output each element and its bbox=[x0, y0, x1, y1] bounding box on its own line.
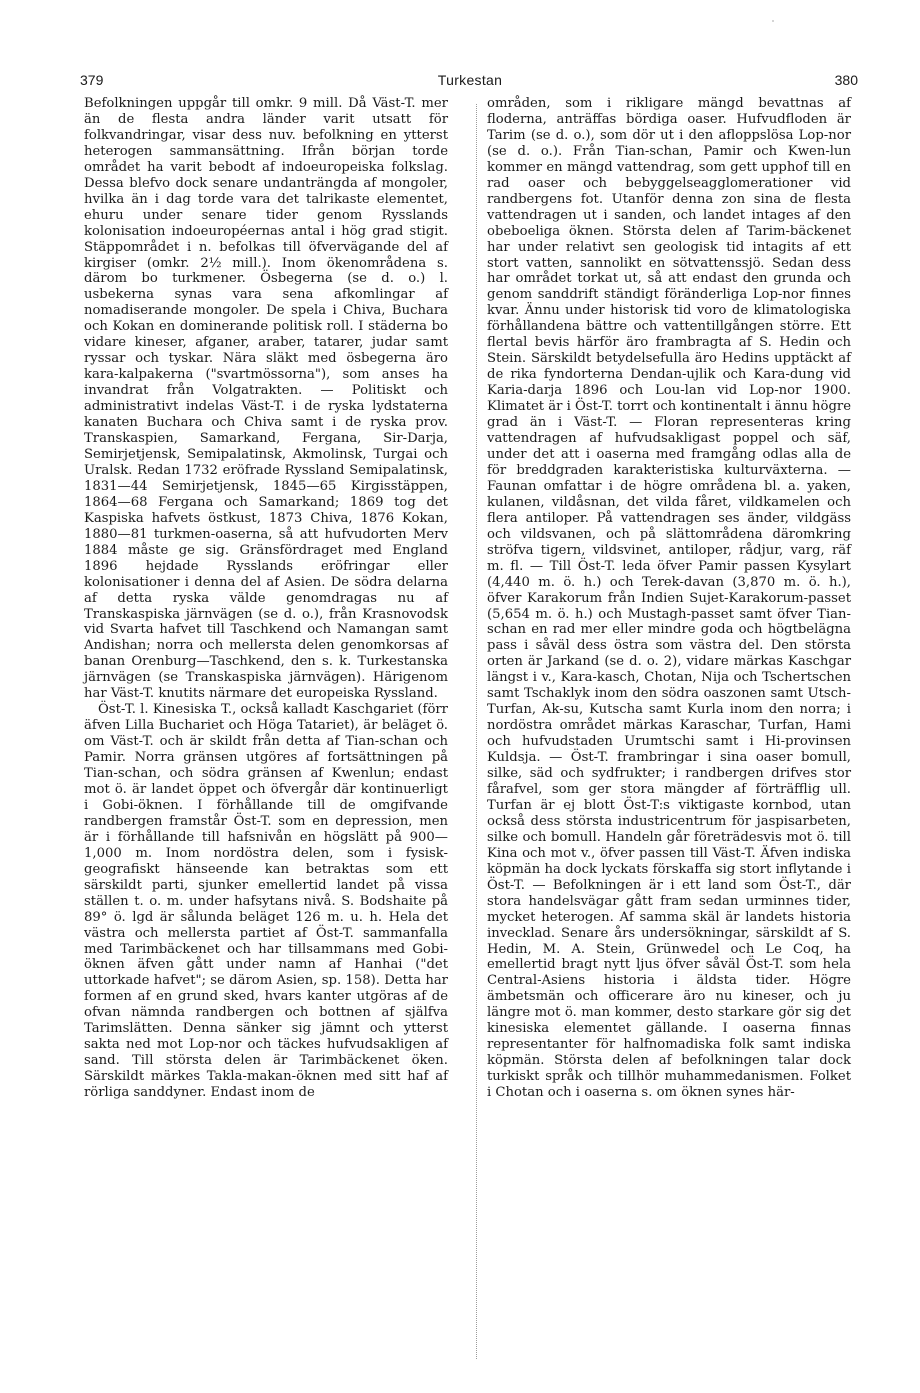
column-divider bbox=[476, 104, 477, 1359]
scan-speck bbox=[772, 20, 774, 22]
left-page-number: 379 bbox=[80, 72, 104, 88]
running-title: Turkestan bbox=[437, 72, 503, 88]
paragraph-population: Befolkningen uppgår till omkr. 9 mill. Då Väst-T. mer än de flesta andra länder varit utsatt för folkvandringar, visar dess nuv. befolkning en ytterst heterogen sammansättning. Ifrån början torde området ha varit bebodt af indoeuropeiska folkslag. Dessa blefvo dock senare undanträngda af mongoler, hvilka än i dag torde vara det talrikaste elementet, ehuru under senare tider genom Rysslands kolonisation indoeuropéernas antal i hög grad stigit. Stäppområdet i n. befolkas till öfvervägande del af kirgiser (omkr. 2½ mill.). Inom ökenområdena s. därom bo turkmener. Ösbegerna (se d. o.) l. usbekerna synas vara sena afkomlingar af nomadiserande mongoler. De spela i Chiva, Buchara och Kokan en dominerande politisk roll. I städerna bo vidare kineser, afganer, araber, tatarer, judar samt ryssar och tyskar. Nära släkt med ösbegerna äro kara-kalpakerna ("svartmössorna"), som anses ha invandrat från Volgatrakten. — Politiskt och administrativt indelas Väst-T. i de ryska lydstaterna kanaten Buchara och Chiva samt i de ryska prov. Transkaspien, Samarkand, Fergana, Sir-Darja, Semirjetjensk, Semipalatinsk, Akmolinsk, Turgai och Uralsk. Redan 1732 eröfrade Ryssland Semipalatinsk, 1831—44 Semirjetjensk, 1845—65 Kirgisstäppen, 1864—68 Fergana och Samarkand; 1869 tog det Kaspiska hafvets östkust, 1873 Chiva, 1876 Kokan, 1880—81 turkmen-oaserna, så att hufvudorten Merv 1884 måste ge sig. Gränsfördraget med England 1896 hejdade Rysslands eröfringar eller kolonisationer i denna del af Asien. De södra delarna af detta ryska välde genomdragas nu af Transkaspiska järnvägen (se d. o.), från Krasnovodsk vid Svarta hafvet till Taschkend och Namangan samt Andishan; norra och mellersta delen genomkorsas af banan Orenburg—Taschkend, den s. k. Turkestanska järnvägen (se Transkaspiska järnvägen). Härigenom har Väst-T. knutits närmare det europeiska Ryssland. bbox=[84, 96, 448, 702]
right-page-number: 380 bbox=[834, 72, 858, 88]
running-header bbox=[80, 72, 860, 92]
left-column bbox=[84, 96, 448, 1101]
right-column bbox=[487, 96, 851, 1101]
paragraph-oases-and-climate: områden, som i rikligare mängd bevattnas af floderna, anträffas bördiga oaser. Hufvudfloden är Tarim (se d. o.), som dör ut i den afloppslösa Lop-nor (se d. o.). Från Tian-schan, Pamir och Kwen-lun kommer en mängd vattendrag, som gett upphof till en rad oaser och bebyggelseagglomerationer vid randbergens fot. Utanför denna zon sina de flesta vattendragen ut i sanden, och landet intages af den obeboeliga öknen. Största delen af Tarim-bäckenet har under relativt sen geologisk tid intagits af ett stort vatten, sannolikt en sötvattenssjö. Sedan dess har området torkat ut, så att endast den grunda och genom sanddrift ständigt föränderliga Lop-nor finnes kvar. Ännu under historisk tid voro de klimatologiska förhållandena bättre och vattentillgången större. Ett flertal bevis härför äro frambragta af S. Hedin och Stein. Särskildt betydelsefulla äro Hedins upptäckt af de rika fyndorterna Dendan-ujlik och Kara-dung vid Karia-darja 1896 och Lou-lan vid Lop-nor 1900. Klimatet är i Öst-T. torrt och kontinentalt i ännu högre grad än i Väst-T. — Floran representeras kring vattendragen af hufvudsakligast poppel och säf, under det att i oaserna med framgång odlas alla de för breddgraden karakteristiska kulturväxterna. — Faunan omfattar i de högre områdena bl. a. yaken, kulanen, vildåsnan, det vilda fåret, vildkamelen och flera antiloper. På vattendragen ses änder, vildgäss och vildsvanen, och på slättområdena däromkring ströfva tigern, vildsvinet, antiloper, rådjur, varg, räf m. fl. — Till Öst-T. leda öfver Pamir passen Kysylart (4,440 m. ö. h.) och Terek-davan (3,870 m. ö. h.), öfver Karakorum från Indien Sujet-Karakorum-passet (5,654 m. ö. h.) och Mustagh-passet samt öfver Tian-schan en rad mer eller mindre goda och högtbelägna pass i såväl dess östra som västra del. Den största orten är Jarkand (se d. o. 2), vidare märkas Kaschgar längst i v., Kara-kasch, Chotan, Nija och Tschertschen samt Tschaklyk inom den södra oaszonen samt Utsch-Turfan, Ak-su, Kutscha samt Kurla inom den norra; i nordöstra området märkas Karaschar, Turfan, Hami och hufvudstaden Urumtschi samt i Hi-provinsen Kuldsja. — Öst-T. frambringar i sina oaser bomull, silke, säd och sydfrukter; i randbergen drifves stor fårafvel, som ger stora mängder af förträfflig ull. Turfan är ej blott Öst-T:s viktigaste kornbod, utan också dess största industricentrum för jaspisarbeten, silke och bomull. Handeln går företrädesvis mot ö. till Kina och mot v., öfver passen till Väst-T. Äfven indiska köpmän ha dock lyckats förskaffa sig stort inflytande i Öst-T. — Befolkningen är i ett land som Öst-T., där stora handelsvägar gått fram sedan urminnes tider, mycket heterogen. Af samma skäl är landets historia invecklad. Senare års undersökningar, särskildt af S. Hedin, M. A. Stein, Grünwedel och Le Coq, ha emellertid bragt nytt ljus öfver såväl Öst-T. som hela Central-Asiens historia i äldsta tider. Högre ämbetsmän och officerare äro nu kineser, och ju längre mot ö. man kommer, desto starkare gör sig det kinesiska elementet gällande. I oaserna finnas representanter för halfnomadiska folk samt indiska köpmän. Största delen af befolkningen talar dock turkiskt språk och tillhör muhammedanismen. Folket i Chotan och i oaserna s. om öknen synes här- bbox=[487, 96, 851, 1101]
paragraph-east-turkestan: Öst-T. l. Kinesiska T., också kalladt Kaschgariet (förr äfven Lilla Buchariet och Höga Tatariet), är beläget ö. om Väst-T. och är skildt från detta af Tian-schan och Pamir. Norra gränsen utgöres af fortsättningen på Tian-schan, och södra gränsen af Kwenlun; endast mot ö. är landet öppet och öfvergår där kontinuerligt i Gobi-öknen. I förhållande till de omgifvande randbergen framstår Öst-T. som en depression, men är i förhållande till hafsnivån en högslätt på 900—1,000 m. Inom nordöstra delen, som i fysisk-geografiskt hänseende kan betraktas som ett särskildt parti, sjunker emellertid landet på vissa ställen t. o. m. under hafsytans nivå. S. Bodshaite på 89° ö. lgd är sålunda beläget 126 m. u. h. Hela det västra och mellersta partiet af Öst-T. sammanfalla med Tarimbäckenet och har tillsammans med Gobi-öknen äfven gått under namn af Hanhai ("det uttorkade hafvet"; se därom Asien, sp. 158). Detta har formen af en grund sked, hvars kanter utgöras af de ofvan nämnda randbergen och bottnen af själfva Tarimslätten. Denna sänker sig jämnt och ytterst sakta ned mot Lop-nor och täckes hufvudsakligen af sand. Till största delen är Tarimbäckenet öken. Särskildt märkes Takla-makan-öknen med sitt haf af rörliga sanddyner. Endast inom de bbox=[84, 702, 448, 1101]
